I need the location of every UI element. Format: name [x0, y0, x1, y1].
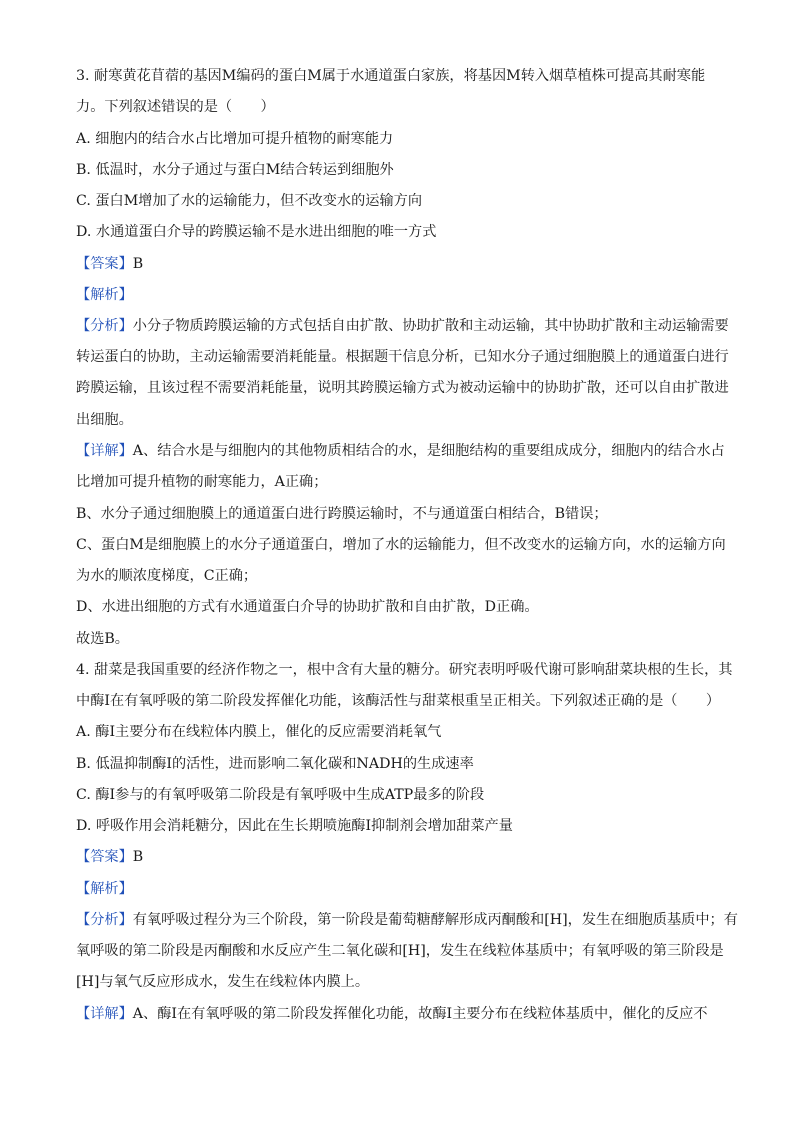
- q3-option-a: A. 细胞内的结合水占比增加可提升植物的耐寒能力: [76, 131, 394, 147]
- q3-answer-value: B: [132, 256, 144, 272]
- q3-fenxi-line-1: [76, 316, 729, 336]
- q4-fenxi-line-1: [76, 910, 738, 930]
- q3-stem-line-1: 3. 耐寒黄花苜蓿的基因M编码的蛋白M属于水通道蛋白家族，将基因M转入烟草植株可提高其耐寒能: [76, 68, 706, 84]
- q3-detail-line-6: D、水进出细胞的方式有水通道蛋白介导的协助扩散和自由扩散，D正确。: [76, 599, 539, 615]
- q3-detail-line-1: [76, 441, 725, 461]
- q3-fenxi-line-3: 跨膜运输，且该过程不需要消耗能量，说明其跨膜运输方式为被动运输中的协助扩散，还可以自由扩散进: [76, 380, 729, 396]
- q4-option-b: B. 低温抑制酶Ⅰ的活性，进而影响二氧化碳和NADH的生成速率: [76, 756, 474, 772]
- q4-option-d: D. 呼吸作用会消耗糖分，因此在生长期喷施酶Ⅰ抑制剂会增加甜菜产量: [76, 818, 513, 834]
- q3-fenxi-text-1: 小分子物质跨膜运输的方式包括自由扩散、协助扩散和主动运输，其中协助扩散和主动运输需要: [132, 318, 729, 334]
- q3-detail-text-1: A、结合水是与细胞内的其他物质相结合的水，是细胞结构的重要组成成分，细胞内的结合水占: [132, 443, 725, 459]
- q4-option-c: C. 酶Ⅰ参与的有氧呼吸第二阶段是有氧呼吸中生成ATP最多的阶段: [76, 787, 485, 803]
- q4-answer-tag: 【答案】: [76, 849, 133, 865]
- q3-option-d: D. 水通道蛋白介导的跨膜运输不是水进出细胞的唯一方式: [76, 224, 437, 240]
- q3-detail-line-3: B、水分子通过细胞膜上的通道蛋白进行跨膜运输时，不与通道蛋白相结合，B错误；: [76, 506, 608, 522]
- q4-analysis-tag: 【解析】: [76, 881, 133, 897]
- q3-fenxi-line-4: 出细胞。: [76, 412, 133, 428]
- q3-fenxi-tag: 【分析】: [76, 318, 133, 334]
- q4-stem-line-1: 4. 甜菜是我国重要的经济作物之一，根中含有大量的糖分。研究表明呼吸代谢可影响甜菜块根的生长，其: [76, 662, 733, 678]
- q4-fenxi-line-3: [H]与氧气反应形成水，发生在线粒体内膜上。: [76, 974, 370, 990]
- q3-option-c: C. 蛋白M增加了水的运输能力，但不改变水的运输方向: [76, 193, 423, 209]
- q3-detail-line-7: 故选B。: [76, 631, 129, 647]
- q4-option-a: A. 酶Ⅰ主要分布在线粒体内膜上，催化的反应需要消耗氧气: [76, 724, 442, 740]
- q3-detail-line-2: 比增加可提升植物的耐寒能力，A正确；: [76, 474, 328, 490]
- q4-detail-text-1: A、酶Ⅰ在有氧呼吸的第二阶段发挥催化功能，故酶Ⅰ主要分布在线粒体基质中，催化的反应不: [132, 1006, 708, 1022]
- q3-detail-tag: 【详解】: [76, 443, 133, 459]
- q3-option-b: B. 低温时，水分子通过与蛋白M结合转运到细胞外: [76, 162, 394, 178]
- q3-answer: [76, 254, 143, 274]
- q4-stem-line-2: 中酶Ⅰ在有氧呼吸的第二阶段发挥催化功能，该酶活性与甜菜根重呈正相关。下列叙述正确的是（ ）: [76, 693, 721, 709]
- q4-fenxi-line-2: 氧呼吸的第二阶段是丙酮酸和水反应产生二氧化碳和[H]，发生在线粒体基质中；有氧呼吸的第三阶段是: [76, 943, 724, 959]
- q4-detail-tag: 【详解】: [76, 1006, 133, 1022]
- q4-detail-line-1: [76, 1004, 708, 1024]
- q3-fenxi-line-2: 转运蛋白的协助，主动运输需要消耗能量。根据题干信息分析，已知水分子通过细胞膜上的通道蛋白进行: [76, 349, 729, 365]
- q3-stem-line-2: 力。下列叙述错误的是（ ）: [76, 99, 275, 115]
- q4-answer: [76, 847, 143, 867]
- q3-answer-tag: 【答案】: [76, 256, 133, 272]
- q3-detail-line-5: 为水的顺浓度梯度，C正确；: [76, 568, 258, 584]
- q4-fenxi-text-1: 有氧呼吸过程分为三个阶段，第一阶段是葡萄糖酵解形成丙酮酸和[H]，发生在细胞质基质中；有: [132, 912, 738, 928]
- q4-answer-value: B: [132, 849, 144, 865]
- q4-fenxi-tag: 【分析】: [76, 912, 133, 928]
- q3-detail-line-4: C、蛋白M是细胞膜上的水分子通道蛋白，增加了水的运输能力，但不改变水的运输方向，水的运输方向: [76, 537, 726, 553]
- q3-analysis-tag: 【解析】: [76, 287, 133, 303]
